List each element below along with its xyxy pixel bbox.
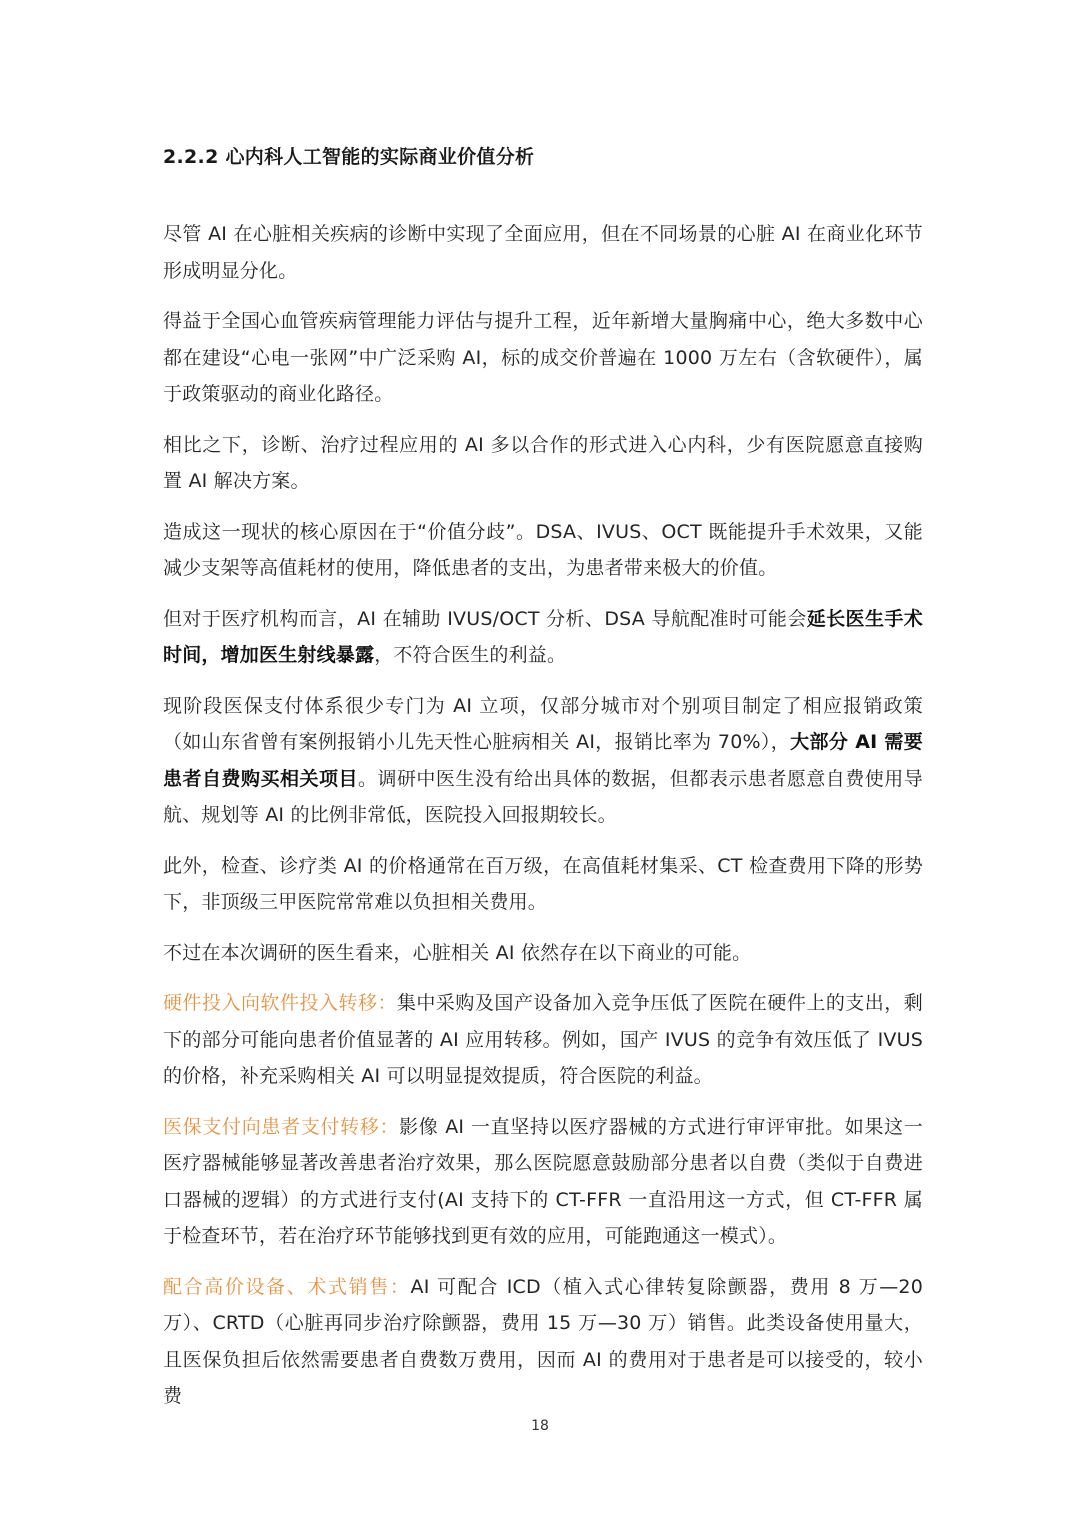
paragraph-9-lead: 硬件投入向软件投入转移： xyxy=(163,992,397,1014)
paragraph-6-text-b: 。调研中医生没有给出具体的数据，但都表示患者愿意自费使用导航、规划等 AI 的比例非常低，医院投入回报期较长。 xyxy=(163,767,923,826)
paragraph-5-text-a: 但对于医疗机构而言，AI 在辅助 IVUS/OCT 分析、DSA 导航配准时可能会 xyxy=(163,607,807,630)
paragraph-6-text-a: 现阶段医保支付体系很少专门为 AI 立项，仅部分城市对个别项目制定了相应报销政策（如山东省曾有案例报销小儿先天性心脏病相关 AI，报销比率为 70%）， xyxy=(163,694,923,753)
paragraph-11-text: AI 可配合 ICD（植入式心律转复除颤器，费用 8 万—20 万）、CRTD（心脏再同步治疗除颤器，费用 15 万—30 万）销售。此类设备使用量大，且医保负担后依然需要患者自费数万费用，因而 AI 的费用对于患者是可以接受的，较小费 xyxy=(163,1275,923,1407)
paragraph-6 xyxy=(163,688,923,834)
paragraph-5-emphasis: 延长医生手术时间，增加医生射线暴露 xyxy=(163,607,923,666)
paragraph-10-lead: 医保支付向患者支付转移： xyxy=(163,1115,400,1138)
paragraph-1: 尽管 AI 在心脏相关疾病的诊断中实现了全面应用，但在不同场景的心脏 AI 在商业化环节形成明显分化。 xyxy=(163,223,923,282)
section-heading: 2.2.2 心内科人工智能的实际商业价值分析 xyxy=(163,146,535,168)
body-content xyxy=(163,216,923,1429)
paragraph-9-text: 集中采购及国产设备加入竞争压低了医院在硬件上的支出，剩下的部分可能向患者价值显著的 AI 应用转移。例如，国产 IVUS 的竞争有效压低了 IVUS 的价格，补充采购相关 AI 可以明显提效提质，符合医院的利益。 xyxy=(163,992,923,1087)
paragraph-7: 此外，检查、诊疗类 AI 的价格通常在百万级，在高值耗材集采、CT 检查费用下降的形势下，非顶级三甲医院常常难以负担相关费用。 xyxy=(163,854,923,913)
paragraph-3: 相比之下，诊断、治疗过程应用的 AI 多以合作的形式进入心内科，少有医院愿意直接购置 AI 解决方案。 xyxy=(163,433,923,492)
page-number: 18 xyxy=(531,1418,549,1434)
paragraph-2: 得益于全国心血管疾病管理能力评估与提升工程，近年新增大量胸痛中心，绝大多数中心都在建设“心电一张网”中广泛采购 AI，标的成交价普遍在 1000 万左右（含软硬件），属于政策驱动的商业化路径。 xyxy=(163,310,923,405)
paragraph-8: 不过在本次调研的医生看来，心脏相关 AI 依然存在以下商业的可能。 xyxy=(163,941,752,964)
paragraph-10-text: 影像 AI 一直坚持以医疗器械的方式进行审评审批。如果这一医疗器械能够显著改善患者治疗效果，那么医院愿意鼓励部分患者以自费（类似于自费进口器械的逻辑）的方式进行支付(AI 支持下的 CT-FFR 一直沿用这一方式，但 CT-FFR 属于检查环节，若在治疗环节能够找到更有效的应用，可能跑通这一模式）。 xyxy=(163,1115,923,1247)
paragraph-10 xyxy=(163,1109,923,1255)
paragraph-5-text-b: ，不符合医生的利益。 xyxy=(374,644,567,666)
paragraph-4: 造成这一现状的核心原因在于“价值分歧”。DSA、IVUS、OCT 既能提升手术效果，又能减少支架等高值耗材的使用，降低患者的支出，为患者带来极大的价值。 xyxy=(163,520,923,579)
paragraph-6-emphasis: 大部分 AI 需要患者自费购买相关项目 xyxy=(163,731,923,790)
paragraph-11-lead: 配合高价设备、术式销售： xyxy=(163,1275,411,1298)
paragraph-5 xyxy=(163,601,923,674)
paragraph-9 xyxy=(163,985,923,1095)
paragraph-11 xyxy=(163,1269,923,1415)
